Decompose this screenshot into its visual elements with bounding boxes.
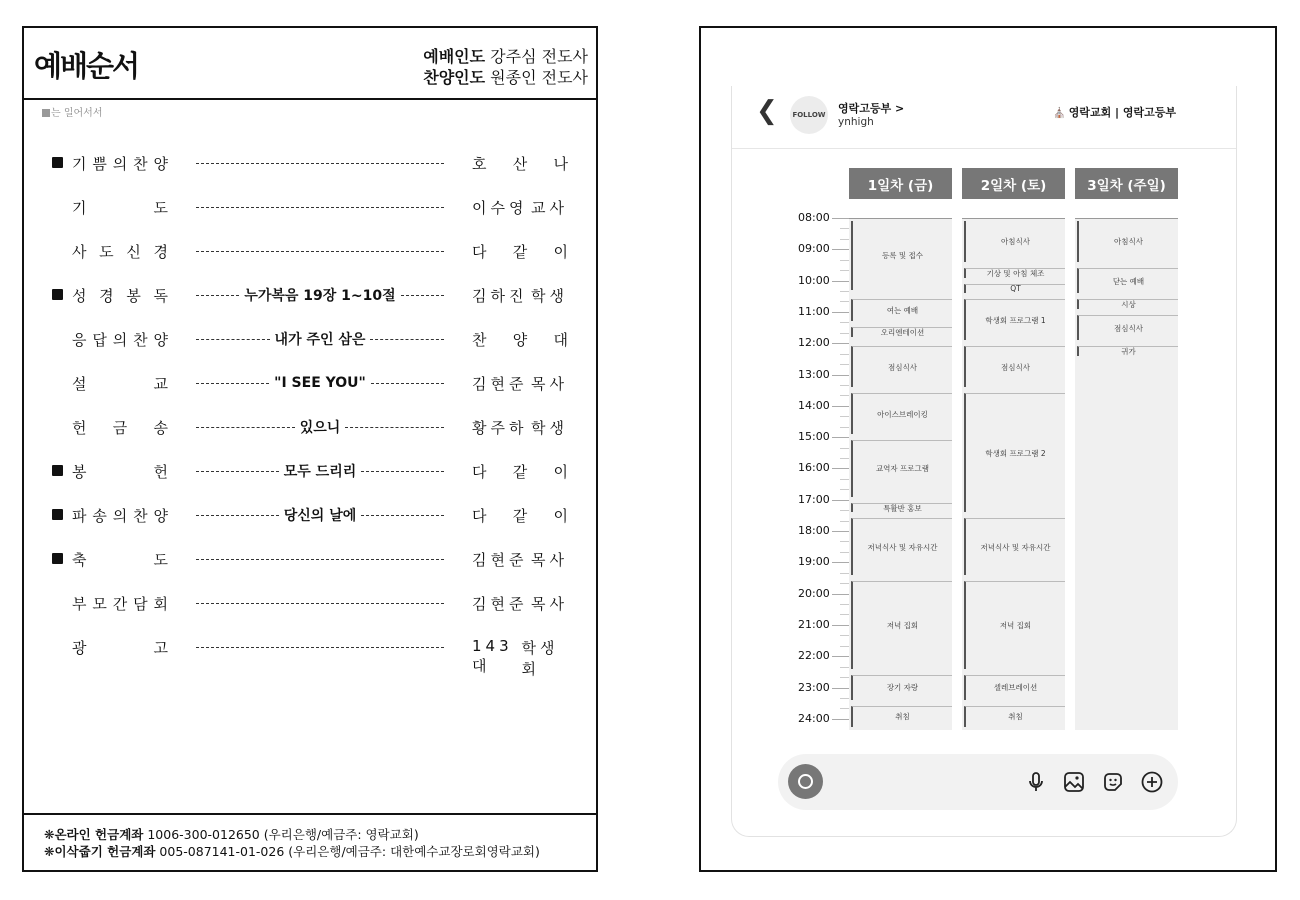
worship-leader (423, 44, 588, 67)
dotted-leader (196, 636, 444, 658)
header-divider (732, 148, 1236, 149)
worship-leader-label: 예배인도 (423, 47, 486, 66)
order-item-person: 호 산 나 (472, 155, 568, 173)
order-row (24, 504, 596, 526)
time-label: 10:00 (798, 273, 830, 287)
order-item-name: 광 고 (72, 639, 168, 657)
sticker-icon[interactable] (1101, 770, 1125, 794)
order-item-name: 봉 헌 (72, 463, 168, 481)
time-label: 16:00 (798, 461, 830, 475)
order-item-person: 찬 양 대 (472, 331, 568, 349)
instagram-post (731, 86, 1237, 837)
order-item-name: 설 교 (72, 375, 168, 393)
stand-bullet-icon (52, 157, 63, 168)
time-label: 13:00 (798, 367, 830, 381)
order-item-detail: 당신의 날에 (283, 508, 357, 524)
schedule-event: QT (964, 284, 1065, 294)
order-item-detail: 있으니 (299, 420, 341, 436)
schedule-event: 특활반 홍보 (851, 503, 952, 513)
stand-bullet-icon (52, 465, 63, 476)
order-item-name: 헌 금 송 (72, 419, 168, 437)
order-item-name: 부 모 간 담 회 (72, 595, 168, 613)
time-label: 22:00 (798, 649, 830, 663)
day-header: 2일차 (토) (962, 168, 1065, 199)
time-label: 14:00 (798, 398, 830, 412)
dotted-leader (196, 284, 444, 306)
order-row (24, 416, 596, 438)
schedule-event: 취침 (964, 706, 1065, 727)
dotted-leader (196, 240, 444, 262)
dotted-leader (196, 504, 444, 526)
order-row (24, 548, 596, 570)
dotted-leader (196, 592, 444, 614)
order-item-person: 김현준 목사 (472, 551, 568, 569)
dotted-leader (196, 548, 444, 570)
order-item-person: 다 같 이 (472, 463, 568, 481)
church-logo-icon: ⛪ (1053, 108, 1066, 119)
offering-accounts (24, 813, 596, 870)
schedule-event: 닫는 예배 (1077, 268, 1178, 293)
account-handle: ynhigh (838, 116, 874, 128)
dotted-leader (196, 460, 444, 482)
dotted-leader (196, 152, 444, 174)
stand-bullet-icon (52, 509, 63, 520)
order-item-person: 김현준 목사 (472, 595, 568, 613)
online-account-line: ❋온라인 헌금계좌 1006-300-012650 (우리은행/예금주: 영락교회) (44, 827, 419, 842)
schedule-event: 아이스브레이킹 (851, 393, 952, 434)
gleaning-account-line: ❋이삭줍기 헌금계좌 005-087141-01-026 (우리은행/예금주: 대한예수교장로회영락교회) (44, 844, 540, 859)
time-label: 12:00 (798, 336, 830, 350)
schedule-event: 학생회 프로그램 1 (964, 299, 1065, 340)
dotted-leader (196, 328, 444, 350)
praise-leader-label: 찬양인도 (423, 68, 486, 87)
retreat-schedule-panel (699, 26, 1277, 872)
order-row (24, 152, 596, 174)
schedule-event: 저녁식사 및 자유시간 (851, 518, 952, 575)
order-item-person: 다 같 이 (472, 243, 568, 261)
order-row (24, 460, 596, 482)
order-row (24, 328, 596, 350)
order-item-name: 응 답 의 찬 양 (72, 331, 168, 349)
time-label: 08:00 (798, 211, 830, 224)
message-bar[interactable] (778, 754, 1178, 810)
schedule-event: 저녁식사 및 자유시간 (964, 518, 1065, 575)
order-item-person: 143대 학생회 (472, 637, 559, 678)
schedule-event: 점심식사 (964, 346, 1065, 387)
order-row (24, 196, 596, 218)
time-label: 17:00 (798, 492, 830, 506)
stand-bullet-icon (52, 553, 63, 564)
stand-square-icon (42, 109, 50, 117)
schedule-event: 취침 (851, 706, 952, 727)
order-item-person: 김하진 학생 (472, 287, 568, 305)
schedule-event: 점심식사 (851, 346, 952, 387)
order-item-detail: 내가 주인 삼은 (274, 332, 366, 348)
dotted-leader (196, 416, 444, 438)
schedule-event: 점심식사 (1077, 315, 1178, 340)
time-label: 19:00 (798, 555, 830, 569)
church-logo: ⛪ 영락교회 | 영락고등부 (1053, 106, 1176, 119)
account-name[interactable]: 영락고등부 > (838, 102, 905, 115)
order-item-person: 다 같 이 (472, 507, 568, 525)
time-label: 11:00 (798, 304, 830, 318)
time-label: 23:00 (798, 680, 830, 694)
order-row (24, 592, 596, 614)
day-header: 1일차 (금) (849, 168, 952, 199)
order-title: 예배순서 (34, 49, 139, 83)
dotted-leader (196, 372, 444, 394)
time-label: 09:00 (798, 242, 830, 256)
time-label: 21:00 (798, 617, 830, 631)
gallery-icon[interactable] (1062, 770, 1086, 794)
worship-leader-name: 강주심 전도사 (490, 47, 588, 66)
stand-bullet-icon (52, 289, 63, 300)
dotted-leader (196, 196, 444, 218)
back-chevron-icon[interactable]: ❮ (756, 96, 778, 126)
time-label: 20:00 (798, 586, 830, 600)
schedule-event: 셀레브레이션 (964, 675, 1065, 700)
microphone-icon[interactable] (1024, 770, 1048, 794)
order-item-person: 이수영 교사 (472, 199, 568, 217)
order-row (24, 372, 596, 394)
order-item-name: 기 쁨 의 찬 양 (72, 155, 168, 173)
order-item-name: 기 도 (72, 199, 168, 217)
order-row (24, 240, 596, 262)
schedule-event: 저녁 집회 (851, 581, 952, 669)
add-icon[interactable] (1140, 770, 1164, 794)
schedule-event: 교역자 프로그램 (851, 440, 952, 497)
schedule-event: 귀가 (1077, 346, 1178, 356)
day-column (1075, 218, 1178, 730)
day-header: 3일차 (주일) (1075, 168, 1178, 199)
schedule-event: 아침식사 (1077, 221, 1178, 262)
praise-leader (423, 65, 588, 88)
schedule-event: 아침식사 (964, 221, 1065, 262)
order-item-detail: "I SEE YOU" (274, 375, 366, 391)
time-label: 24:00 (798, 711, 830, 725)
schedule-event: 등록 및 접수 (851, 221, 952, 290)
schedule-event: 오리엔테이션 (851, 327, 952, 337)
order-item-name: 축 도 (72, 551, 168, 569)
praise-leader-name: 원종인 전도사 (490, 68, 588, 87)
schedule-event: 여는 예배 (851, 299, 952, 321)
order-row (24, 636, 596, 678)
order-item-detail: 모두 드리리 (283, 464, 357, 480)
order-item-name: 성 경 봉 독 (72, 287, 168, 305)
order-item-person: 김현준 목사 (472, 375, 568, 393)
time-label: 18:00 (798, 524, 830, 537)
order-item-detail: 누가복음 19장 1~10절 (244, 288, 396, 304)
order-of-worship-panel (22, 26, 598, 872)
time-label: 15:00 (798, 430, 830, 444)
schedule-event: 기상 및 아침 체조 (964, 268, 1065, 278)
order-item-name: 사 도 신 경 (72, 243, 168, 261)
follow-avatar[interactable]: FOLLOW (790, 96, 828, 134)
schedule-event: 시상 (1077, 299, 1178, 309)
schedule-event: 학생회 프로그램 2 (964, 393, 1065, 512)
schedule-event: 저녁 집회 (964, 581, 1065, 669)
order-item-name: 파 송 의 찬 양 (72, 507, 168, 525)
schedule-event: 장기 자랑 (851, 675, 952, 700)
camera-icon[interactable] (788, 764, 823, 799)
stand-note: 는 일어서서 (42, 104, 102, 119)
order-row (24, 284, 596, 306)
order-header (24, 28, 596, 100)
order-item-person: 황주하 학생 (472, 419, 568, 437)
